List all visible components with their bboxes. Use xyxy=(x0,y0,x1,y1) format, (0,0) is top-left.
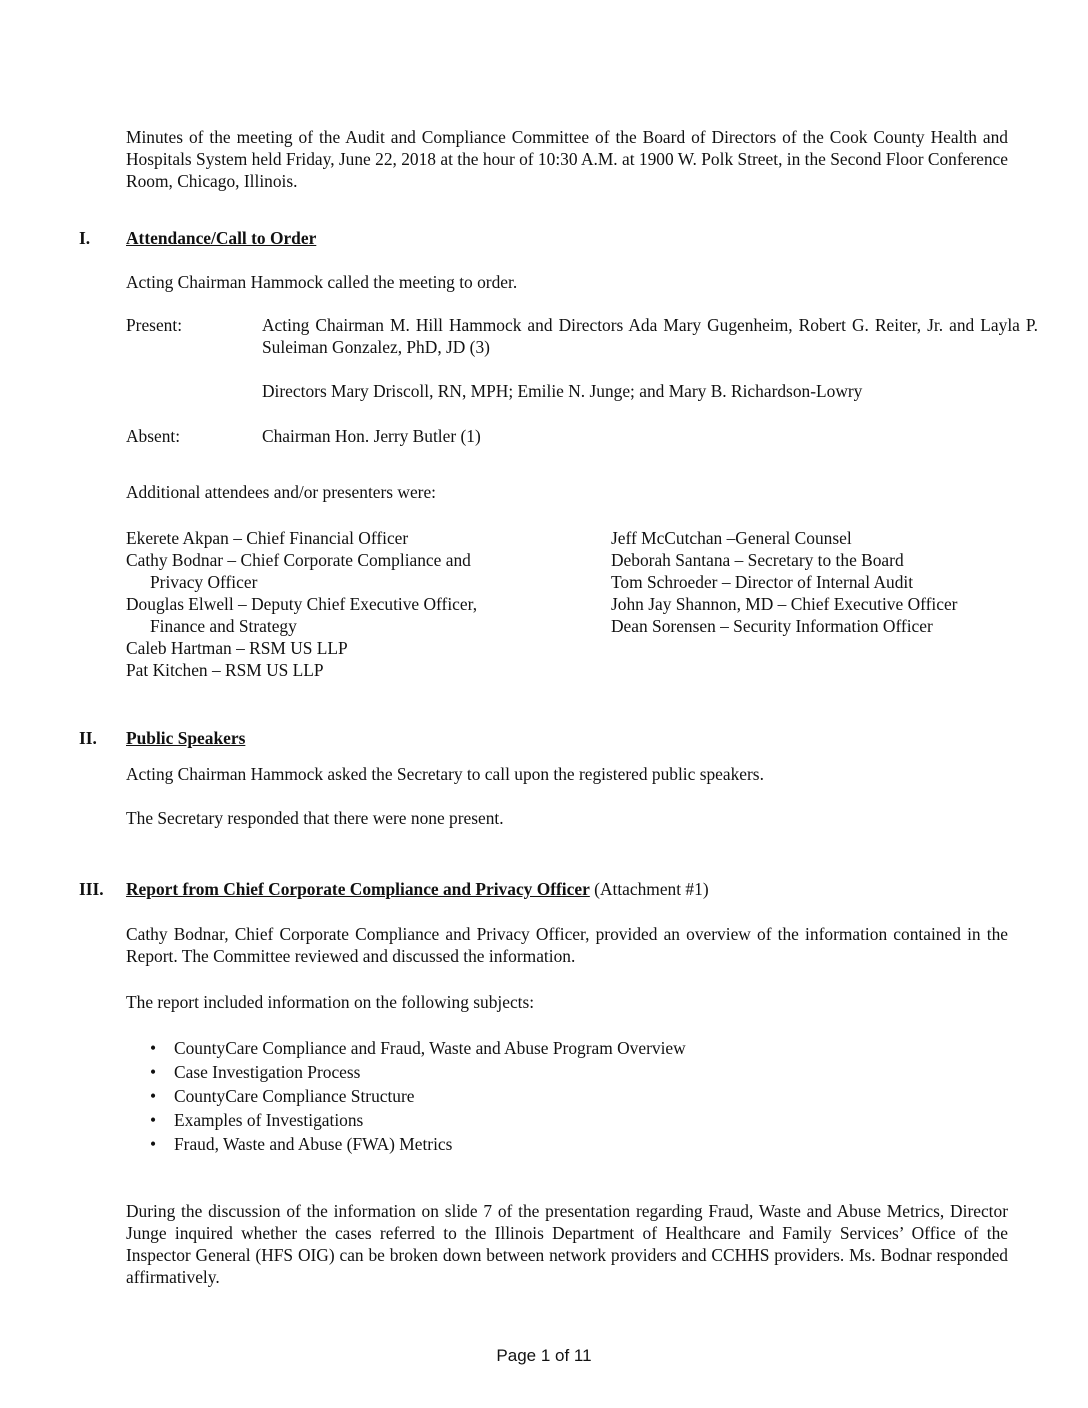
attendee-entry: Tom Schroeder – Director of Internal Audit xyxy=(611,572,914,592)
report-overview: Cathy Bodnar, Chief Corporate Compliance and Privacy Officer, provided an overview of the information contained in the Report. The Committee reviewed and discussed the information. xyxy=(126,924,1008,966)
present-label: Present: xyxy=(126,315,183,335)
bullet-icon: • xyxy=(150,1038,157,1058)
present-members: Acting Chairman M. Hill Hammock and Directors Ada Mary Gugenheim, Robert G. Reiter, Jr. and Layla P. Suleiman Gonzalez, PhD, JD (3) xyxy=(262,315,1038,357)
attendee-entry: Deborah Santana – Secretary to the Board xyxy=(611,550,904,570)
attendee-entry: Cathy Bodnar – Chief Corporate Compliance and Privacy Officer xyxy=(126,550,471,592)
report-subjects-intro: The report included information on the following subjects: xyxy=(126,992,535,1012)
fwa-discussion: During the discussion of the information on slide 7 of the presentation regarding Fraud, Waste and Abuse Metrics, Director Junge inquired whether the cases referred to the Illinois Department of Healthcare and Family Services’ Office of the Inspector General (HFS OIG) can be broken down between network providers and CCHHS providers. Ms. Bodnar responded affirmatively. xyxy=(126,1201,1008,1287)
section-3-number: III. xyxy=(79,879,104,899)
attendee-left-list xyxy=(126,527,477,681)
bullet-icon: • xyxy=(150,1134,157,1154)
attendee-entry: Pat Kitchen – RSM US LLP xyxy=(126,660,324,680)
attendee-right-list xyxy=(611,527,957,637)
attachment-reference: (Attachment #1) xyxy=(589,879,709,899)
list-item: • Case Investigation Process xyxy=(150,1062,361,1082)
bullet-icon: • xyxy=(150,1062,157,1082)
attendee-entry: John Jay Shannon, MD – Chief Executive Officer xyxy=(611,594,958,614)
bullet-icon: • xyxy=(150,1086,157,1106)
list-item: • CountyCare Compliance Structure xyxy=(150,1086,415,1106)
section-2-title: Public Speakers xyxy=(126,728,246,748)
public-speakers-request: Acting Chairman Hammock asked the Secretary to call upon the registered public speakers. xyxy=(126,764,764,784)
absent-label: Absent: xyxy=(126,426,181,446)
list-item: • Examples of Investigations xyxy=(150,1110,364,1130)
section-3-title: Report from Chief Corporate Compliance and Privacy Officer (Attachment #1) xyxy=(126,879,709,899)
call-to-order-text: Acting Chairman Hammock called the meeting to order. xyxy=(126,272,518,292)
meeting-intro: Minutes of the meeting of the Audit and Compliance Committee of the Board of Directors of the Cook County Health and Hospitals System held Friday, June 22, 2018 at the hour of 10:30 A.M. at 1900 W. Polk Street, in the Second Floor Conference Room, Chicago, Illinois. xyxy=(126,127,1008,191)
attendee-entry: Douglas Elwell – Deputy Chief Executive Officer, Finance and Strategy xyxy=(126,594,478,636)
attendee-entry: Jeff McCutchan –General Counsel xyxy=(611,528,852,548)
present-members-remote: Directors Mary Driscoll, RN, MPH; Emilie N. Junge; and Mary B. Richardson-Lowry xyxy=(262,381,863,401)
attendees-intro: Additional attendees and/or presenters were: xyxy=(126,482,437,502)
absent-members: Chairman Hon. Jerry Butler (1) xyxy=(262,426,481,446)
report-subjects-list xyxy=(126,1037,686,1157)
bullet-icon: • xyxy=(150,1110,157,1130)
section-2-number: II. xyxy=(79,728,97,748)
attendee-entry: Ekerete Akpan – Chief Financial Officer xyxy=(126,528,409,548)
section-1-title: Attendance/Call to Order xyxy=(126,228,317,248)
attendee-entry: Caleb Hartman – RSM US LLP xyxy=(126,638,348,658)
public-speakers-response: The Secretary responded that there were none present. xyxy=(126,808,504,828)
list-item: • CountyCare Compliance and Fraud, Waste and Abuse Program Overview xyxy=(150,1038,686,1058)
list-item: • Fraud, Waste and Abuse (FWA) Metrics xyxy=(150,1134,453,1154)
page-number: Page 1 of 11 xyxy=(496,1346,592,1365)
attendee-entry: Dean Sorensen – Security Information Officer xyxy=(611,616,933,636)
section-1-number: I. xyxy=(79,228,91,248)
